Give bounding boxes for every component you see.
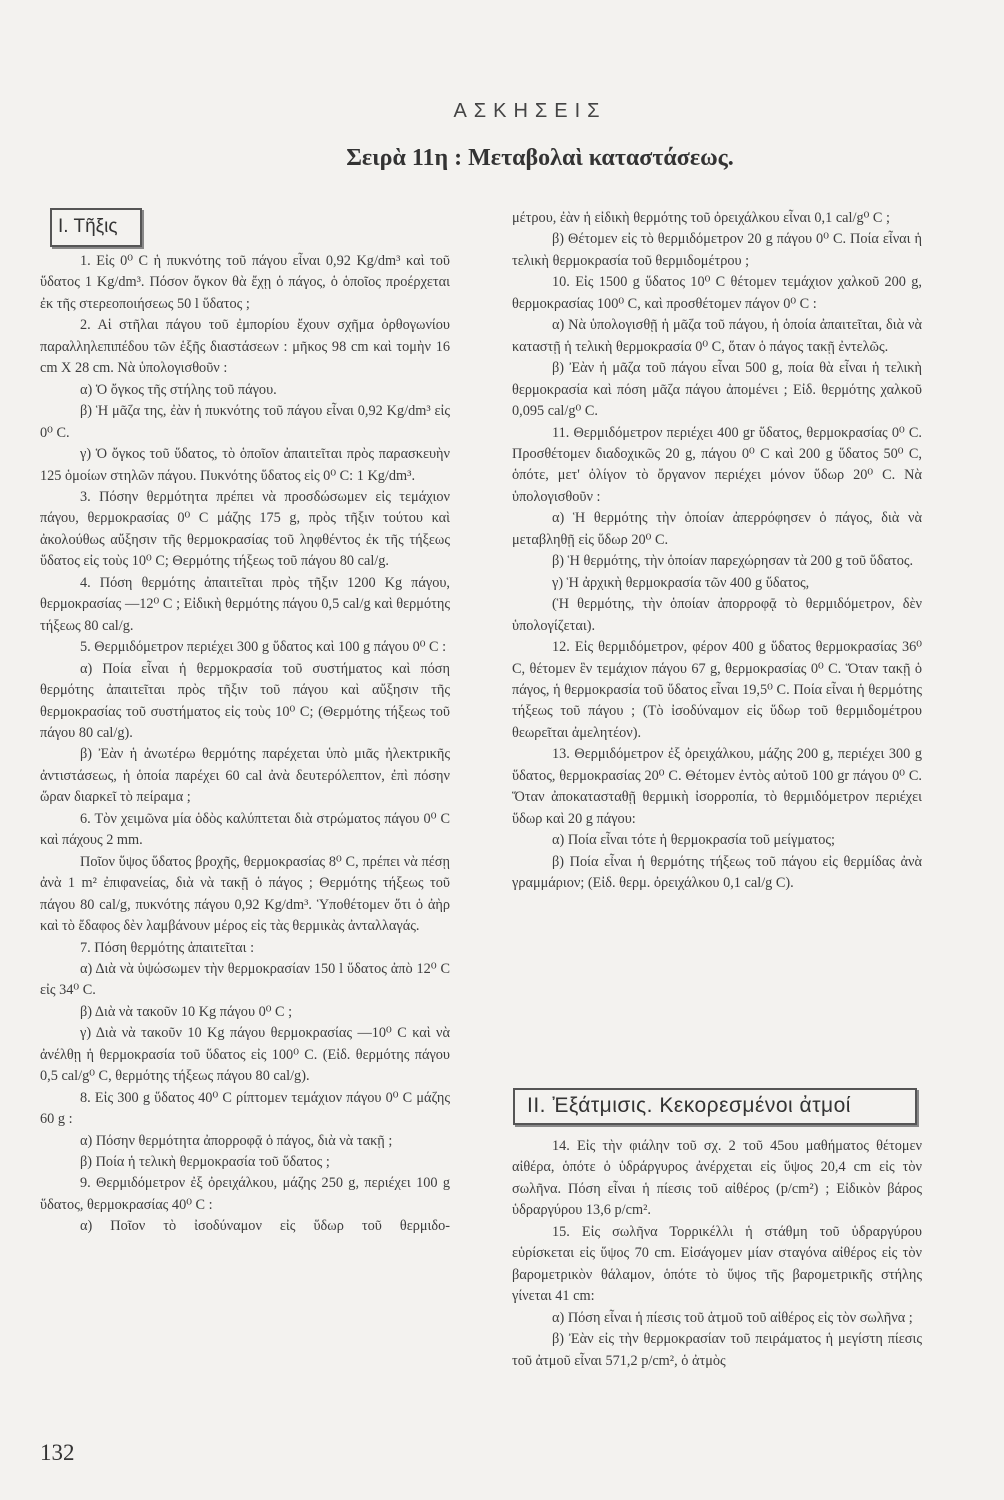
exercise-paragraph: 13. Θερμιδόμετρον ἐξ ὀρειχάλκου, μάζης 200 g, περιέχει 300 g ὕδατος, θερμοκρασίας 20⁰ C. Θέτομεν ἐντὸς αὐτοῦ 100 gr πάγου 0⁰ C. Ὅταν ἀποκατασταθῇ θερμικὴ ἰσορροπία, τὸ θερμιδόμετρον περιέχει ὕδωρ καὶ 20 g πάγου: <box>512 746 922 827</box>
right-column-section2 <box>512 1136 922 1372</box>
exercise-paragraph: 12. Εἰς θερμιδόμετρον, φέρον 400 g ὕδατος θερμοκρασίας 36⁰ C, θέτομεν ἓν τεμάχιον πάγου 67 g, θερμοκρασίας 0⁰ C. Ὅταν τακῇ ὁ πάγος, ἡ θερμοκρασία τοῦ ὕδατος εἶναι 19,5⁰ C. Ποία εἶναι ἡ θερμότης τήξεως τοῦ πάγου ; (Τὸ ἰσοδύναμον εἰς ὕδωρ τοῦ θερμιδομέτρου θεωρεῖται ἀμελητέον). <box>512 639 922 741</box>
exercise-paragraph: β) Ἐὰν ἡ μᾶζα τοῦ πάγου εἶναι 500 g, ποία θὰ εἶναι ἡ τελικὴ θερμοκρασία καὶ πόση μᾶζα πάγου ἀπομένει ; Εἰδ. θερμότης χαλκοῦ 0,095 cal/g⁰ C. <box>512 360 922 420</box>
exercise-paragraph: 3. Πόσην θερμότητα πρέπει νὰ προσδώσωμεν εἰς τεμάχιον πάγου, θερμοκρασίας 0⁰ C μάζης 175 g, πρὸς τῆξιν τούτου καὶ ἀκολούθως αὔξησιν τῆς θερμοκρασίας τοῦ ληφθέντος ἐκ τῆς τήξεως ὕδατος εἰς τοὺς 10⁰ C; Θερμότης τήξεως τοῦ πάγου 80 cal/g. <box>40 488 450 570</box>
exercise-paragraph: 8. Εἰς 300 g ὕδατος 40⁰ C ρίπτομεν τεμάχιον πάγου 0⁰ C μάζης 60 g : <box>40 1089 450 1128</box>
exercise-paragraph: β) Ποία ἡ τελικὴ θερμοκρασία τοῦ ὕδατος ; <box>80 1154 330 1171</box>
exercise-paragraph: (Ἡ θερμότης, τὴν ὁποίαν ἀπορροφᾷ τὸ θερμιδόμετρον, δὲν ὑπολογίζεται). <box>512 596 922 634</box>
exercise-paragraph: β) Ἡ μᾶζα της, ἐὰν ἡ πυκνότης τοῦ πάγου εἶναι 0,92 Kg/dm³ εἰς 0⁰ C. <box>40 403 450 441</box>
page-title: Σειρὰ 11η : Μεταβολαὶ καταστάσεως. <box>346 145 734 171</box>
exercise-paragraph: β) Διὰ νὰ τακοῦν 10 Kg πάγου 0⁰ C ; <box>80 1003 293 1020</box>
right-column <box>512 208 922 895</box>
section-heading-melting: Ι. Τῆξις <box>50 208 142 247</box>
exercise-paragraph: α) Διὰ νὰ ὑψώσωμεν τὴν θερμοκρασίαν 150 l ὕδατος ἀπὸ 12⁰ C εἰς 34⁰ C. <box>40 960 450 999</box>
exercise-paragraph: α) Πόση εἶναι ἡ πίεσις τοῦ ἀτμοῦ τοῦ αἰθέρος εἰς τὸν σωλῆνα ; <box>552 1309 913 1326</box>
exercise-paragraph: γ) Ὁ ὄγκος τοῦ ὕδατος, τὸ ὁποῖον ἀπαιτεῖται πρὸς παρασκευὴν 125 ὁμοίων στηλῶν πάγου. Πυκνότης ὕδατος εἰς 0⁰ C: 1 Kg/dm³. <box>40 446 450 484</box>
exercise-paragraph: γ) Ἡ ἀρχικὴ θερμοκρασία τῶν 400 g ὕδατος, <box>552 574 810 591</box>
exercise-paragraph: Ποῖον ὕψος ὕδατος βροχῆς, θερμοκρασίας 8⁰ C, πρέπει νὰ πέσῃ ἀνὰ 1 m² ἐπιφανείας, διὰ νὰ τακῇ ὁ πάγος ; Θερμότης τήξεως τοῦ πάγου 80 cal/g, πυκνότης πάγου 0,92 Kg/dm³. Ὑποθέτομεν ὅτι ὁ ἀὴρ καὶ τὸ ἔδαφος δὲν λαμβάνουν μέρος εἰς τὰς θερμικὰς ἀνταλλαγάς. <box>40 853 450 935</box>
exercise-paragraph: 2. Αἱ στῆλαι πάγου τοῦ ἐμπορίου ἔχουν σχῆμα ὀρθογωνίου παραλληλεπιπέδου τῶν ἑξῆς διαστάσεων : μῆκος 98 cm καὶ τομὴν 16 cm X 28 cm. Νὰ ὑπολογισθοῦν : <box>40 317 450 377</box>
exercise-paragraph: 14. Εἰς τὴν φιάλην τοῦ σχ. 2 τοῦ 45ου μαθήματος θέτομεν αἰθέρα, ὁπότε ὁ ὑδράργυρος ἀνέρχεται εἰς ὕψος 20,4 cm εἰς τὸν σωλῆνα. Πόση εἶναι ἡ πίεσις τοῦ αἰθέρος (p/cm²) ; Εἰδικὸν βάρος ὑδραργύρου 13,6 p/cm². <box>512 1138 922 1219</box>
exercise-paragraph: α) Ποία εἶναι τότε ἡ θερμοκρασία τοῦ μείγματος; <box>552 832 836 849</box>
exercise-paragraph: β) Θέτομεν εἰς τὸ θερμιδόμετρον 20 g πάγου 0⁰ C. Ποία εἶναι ἡ τελικὴ θερμοκρασία τοῦ θερμιδομέτρου ; <box>512 231 922 269</box>
exercise-paragraph: 10. Εἰς 1500 g ὕδατος 10⁰ C θέτομεν τεμάχιον χαλκοῦ 200 g, θερμοκρασίας 100⁰ C, καὶ προσθέτομεν πάγον 0⁰ C : <box>512 274 922 312</box>
exercise-paragraph: α) Νὰ ὑπολογισθῇ ἡ μᾶζα τοῦ πάγου, ἡ ὁποία ἀπαιτεῖται, διὰ νὰ καταστῇ ἡ τελικὴ θερμοκρασία 0⁰ C, ὅταν ὁ πάγος τακῇ ἐντελῶς. <box>512 317 922 355</box>
exercise-paragraph: μέτρου, ἐὰν ἡ εἰδικὴ θερμότης τοῦ ὀρειχάλκου εἶναι 0,1 cal/g⁰ C ; <box>512 210 890 226</box>
exercise-paragraph: 7. Πόση θερμότης ἀπαιτεῖται : <box>80 939 255 956</box>
exercise-paragraph: β) Ἡ θερμότης, τὴν ὁποίαν παρεχώρησαν τὰ 200 g τοῦ ὕδατος. <box>552 553 914 570</box>
exercise-paragraph: 11. Θερμιδόμετρον περιέχει 400 gr ὕδατος, θερμοκρασίας 0⁰ C. Προσθέτομεν διαδοχικῶς 20 g, πάγου 0⁰ C καὶ 200 g ὕδατος 50⁰ C, ὁπότε, μετ' ὀλίγον τὸ ὄργανον περιέχει μόνον ὕδωρ 20⁰ C. Νὰ ὑπολογισθοῦν : <box>512 424 922 505</box>
exercise-paragraph: α) Ὁ ὄγκος τῆς στήλης τοῦ πάγου. <box>80 381 277 398</box>
exercise-paragraph: 1. Εἰς 0⁰ C ἡ πυκνότης τοῦ πάγου εἶναι 0,92 Kg/dm³ καὶ τοῦ ὕδατος 1 Kg/dm³. Πόσον ὄγκον θὰ ἔχῃ ὁ πάγος, ὁ ὁποῖος προέρχεται ἐκ τῆς στερεοποιήσεως 50 l ὕδατος ; <box>40 253 450 312</box>
exercise-paragraph: 4. Πόση θερμότης ἀπαιτεῖται πρὸς τῆξιν 1200 Kg πάγου, θερμοκρασίας —12⁰ C ; Εἰδικὴ θερμότης πάγου 0,5 cal/g καὶ θερμότης τήξεως 80 cal/g. <box>40 574 450 634</box>
exercise-paragraph: 9. Θερμιδόμετρον ἐξ ὀρειχάλκου, μάζης 250 g, περιέχει 100 g ὕδατος, θερμοκρασίας 40⁰ C : <box>40 1175 450 1213</box>
exercise-paragraph: α) Ποῖον τὸ ἰσοδύναμον εἰς ὕδωρ τοῦ θερμιδο- <box>80 1218 450 1235</box>
exercise-paragraph: β) Ποία εἶναι ἡ θερμότης τήξεως τοῦ πάγου εἰς θερμίδας ἀνὰ γραμμάριον; (Εἰδ. θερμ. ὀρειχάλκου 0,1 cal/g C). <box>512 853 922 892</box>
page-header: ΑΣΚΗΣΕΙΣ <box>453 100 607 122</box>
exercise-paragraph: 5. Θερμιδόμετρον περιέχει 300 g ὕδατος καὶ 100 g πάγου 0⁰ C : <box>80 639 447 656</box>
exercise-paragraph: α) Ἡ θερμότης τὴν ὁποίαν ἀπερρόφησεν ὁ πάγος, διὰ νὰ μεταβληθῇ εἰς ὕδωρ 20⁰ C. <box>512 510 922 548</box>
exercise-paragraph: α) Ποία εἶναι ἡ θερμοκρασία τοῦ συστήματος καὶ πόση θερμότης ἀπαιτεῖται πρὸς τῆξιν τοῦ πάγου καὶ αὔξησιν τῆς θερμοκρασίας τοῦ συστήματος εἰς τοὺς 10⁰ C; (Θερμότης τήξεως τοῦ πάγου 80 cal/g). <box>40 660 450 741</box>
exercise-paragraph: α) Πόσην θερμότητα ἀπορροφᾷ ὁ πάγος, διὰ νὰ τακῇ ; <box>80 1132 393 1149</box>
page-number: 132 <box>40 1440 75 1465</box>
left-column <box>40 251 450 1238</box>
exercise-paragraph: β) Ἐὰν εἰς τὴν θερμοκρασίαν τοῦ πειράματος ἡ μεγίστη πίεσις τοῦ ἀτμοῦ εἶναι 571,2 p/cm², ὁ ἀτμὸς <box>512 1331 922 1369</box>
exercise-paragraph: 15. Εἰς σωλῆνα Τορρικέλλι ἡ στάθμη τοῦ ὑδραργύρου εὑρίσκεται εἰς ὕψος 70 cm. Εἰσάγομεν μίαν σταγόνα αἰθέρος εἰς τὸν βαρομετρικὸν θάλαμον, ὁπότε τὸ ὕψος τῆς βαρομετρικῆς στήλης γίνεται 41 cm: <box>512 1223 922 1305</box>
exercise-paragraph: γ) Διὰ νὰ τακοῦν 10 Kg πάγου θερμοκρασίας —10⁰ C καὶ νὰ ἀνέλθῃ ἡ θερμοκρασία τοῦ ὕδατος εἰς 100⁰ C. (Εἰδ. θερμότης πάγου 0,5 cal/g⁰ C, θερμότης τήξεως πάγου 80 cal/g). <box>40 1025 450 1085</box>
section-heading-evaporation: ΙΙ. Ἐξάτμισις. Κεκορεσμένοι ἀτμοί <box>513 1088 917 1125</box>
exercise-paragraph: 6. Τὸν χειμῶνα μία ὁδὸς καλύπτεται διὰ στρώματος πάγου 0⁰ C καὶ πάχους 2 mm. <box>40 810 450 849</box>
exercise-paragraph: β) Ἐὰν ἡ ἀνωτέρω θερμότης παρέχεται ὑπὸ μιᾶς ἠλεκτρικῆς ἀντιστάσεως, ἡ ὁποία παρέχει 60 cal ἀνὰ δευτερόλεπτον, ἐπὶ πόσην ὥραν διαρκεῖ τὸ πείραμα ; <box>40 746 450 806</box>
